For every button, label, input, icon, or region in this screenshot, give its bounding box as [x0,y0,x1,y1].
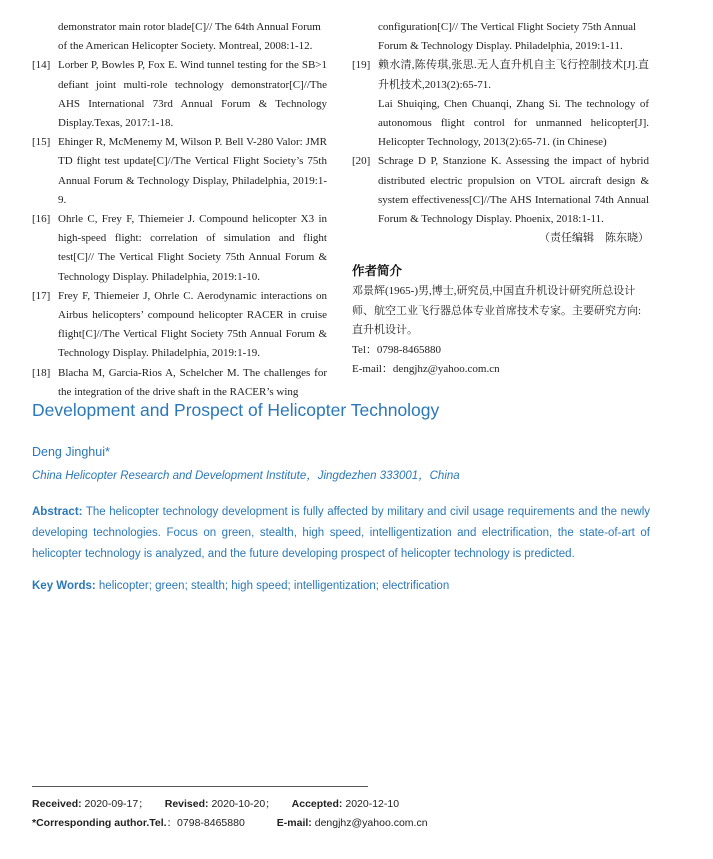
keywords-text: helicopter; green; stealth; high speed; intelligentization; electrification [95,580,450,592]
references-left-column [32,18,327,402]
reference-text: Ehinger R, McMenemy M, Wilson P. Bell V-280 Valor: JMR TD flight test update[C]//The Vertical Flight Society’s 75th Annual Forum & Technology Display, Philadelphia, 2019:1-9. [58,136,327,206]
reference-number: [20] [352,155,371,168]
english-author: Deng Jinghui* [32,445,110,459]
corresponding-label: *Corresponding author.Tel. [32,817,167,829]
reference-17 [32,287,327,364]
footer-divider [32,786,368,787]
reference-14 [32,56,327,133]
english-affiliation: China Helicopter Research and Development Institute，Jingdezhen 333001，China [32,470,460,482]
email-label: E-mail: [276,817,312,829]
accepted-label: Accepted: [291,798,343,810]
reference-number: [19] [352,59,371,72]
footer-dates [32,796,399,811]
revised-label: Revised: [164,798,209,810]
email-value: dengjhz@yahoo.com.cn [311,817,428,829]
author-bio-text: 邓景辉(1965-)男,博士,研究员,中国直升机设计研究所总设计师、航空工业飞行器总体专业首席技术专家。主要研究方向:直升机设计。 [352,285,642,337]
english-abstract [32,502,650,565]
author-bio-heading: 作者简介 [352,264,403,279]
footer-contact [32,815,428,830]
reference-text: Lorber P, Bowles P, Fox E. Wind tunnel testing for the SB>1 defiant joint multi-role technology demonstrator[C]//The AHS International 73rd Annual Forum & Technology Display.Texas, 2017:1-18. [58,59,327,130]
english-keywords [32,580,650,592]
references-right-column [352,18,649,380]
author-email: E-mail：dengjhz@yahoo.com.cn [352,363,500,376]
abstract-label: Abstract: [32,506,83,518]
reference-20 [352,152,649,229]
reference-13-continuation: demonstrator main rotor blade[C]// The 64th Annual Forum of the American Helicopter Society. Montreal, 2008:1-12. [58,21,321,53]
corresponding-tel: ：0798-8465880 [166,817,245,829]
english-title: Development and Prospect of Helicopter Technology [32,400,440,420]
reference-number: [15] [32,136,51,149]
received-label: Received: [32,798,82,810]
reference-text-chinese: 赖水清,陈传琪,张思.无人直升机自主飞行控制技术[J].直升机技术,2013(2):65-71. [378,59,649,91]
reference-18 [32,364,327,402]
reference-text: Frey F, Thiemeier J, Ohrle C. Aerodynamic interactions on Airbus helicopters’ compound helicopter RACER in cruise flight[C]//The Vertical Flight Society 75th Annual Forum & Technology Display. Philadelphia, 2019:1-19. [58,289,327,360]
reference-number: [18] [32,366,51,379]
reference-15 [32,133,327,210]
reference-text: Ohrle C, Frey F, Thiemeier J. Compound helicopter X3 in high-speed flight: correlation of simulation and flight test[C]// The Vertical Flight Society 75th Annual Forum & Technology Display. Philadelphia, 2019:1-10. [58,213,327,283]
accepted-date: 2020-12-10 [342,798,400,810]
reference-number: [16] [32,213,51,226]
received-date: 2020-09-17； [81,798,149,810]
reference-text: Schrage D P, Stanzione K. Assessing the impact of hybrid distributed electric propulsion on VTOL aircraft design & system effectiveness[C]//The AHS International 74th Annual Forum & Technology Display. Phoenix, 2018:1-11. [378,155,649,226]
reference-number: [14] [32,59,51,72]
reference-16 [32,210,327,287]
reference-number: [17] [32,289,51,302]
keywords-label: Key Words: [32,580,96,592]
abstract-text: The helicopter technology development is fully affected by military and civil usage requirements and the newly developing technologies. Focus on green, stealth, high speed, intelligentization and electrification, the state-of-art of helicopter technology is analyzed, and the future developing prospect of helicopter technology is predicted. [32,506,650,560]
reference-text: Blacha M, Garcia-Rios A, Schelcher M. The challenges for the integration of the drive shaft in the RACER’s wing [58,366,327,398]
author-tel: Tel：0798-8465880 [352,343,442,356]
revised-date: 2020-10-20； [208,798,276,810]
reference-18-continuation: configuration[C]// The Vertical Flight Society 75th Annual Forum & Technology Display. Philadelphia, 2019:1-11. [378,21,637,53]
responsible-editor: （责任编辑 陈东晓） [539,232,649,245]
reference-19-english: Lai Shuiqing, Chen Chuanqi, Zhang Si. The technology of autonomous flight control for unmanned helicopter[J]. Helicopter Technology, 2013(2):65-71. (in Chinese) [378,97,649,149]
reference-19 [352,56,649,94]
